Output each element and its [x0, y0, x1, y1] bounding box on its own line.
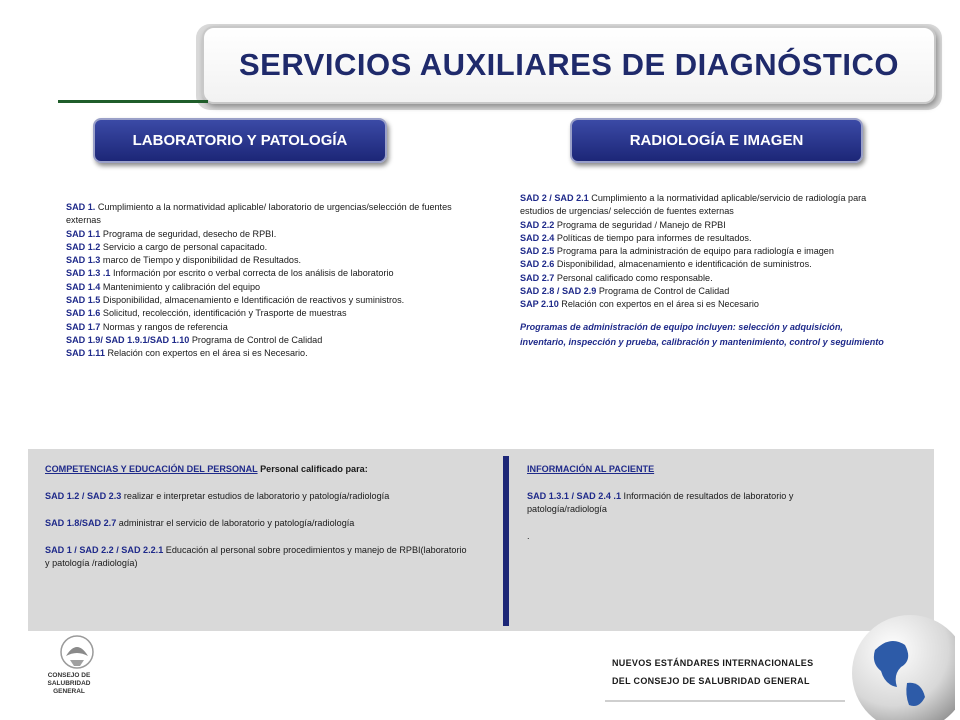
item-text: Programa para la administración de equipo para radiología e imagen [554, 246, 834, 257]
panel-divider [503, 456, 509, 626]
item-code: SAD 2.8 / SAD 2.9 [520, 286, 597, 297]
item-text: Cumplimiento a la normatividad aplicable/servicio de radiología para estudios de urgencias/ selección de fuentes externas [520, 193, 867, 217]
list-item [66, 228, 466, 241]
item-text: realizar e interpretar estudios de laboratorio y patología/radiología [121, 491, 390, 501]
footer-branding [612, 658, 842, 686]
competencias-section [45, 463, 470, 570]
list-item [45, 544, 470, 570]
rad-section-header [570, 118, 863, 163]
item-code: SAP 2.10 [520, 299, 559, 310]
item-text: administrar el servicio de laboratorio y patología/radiología [116, 518, 355, 528]
item-code: SAD 2 / SAD 2.1 [520, 193, 589, 203]
item-text: Solicitud, recolección, identificación y Trasporte de muestras [100, 308, 347, 319]
item-text: Políticas de tiempo para informes de resultados. [554, 232, 752, 243]
list-item [66, 267, 466, 280]
page-title: SERVICIOS AUXILIARES DE DIAGNÓSTICO [239, 47, 899, 82]
informacion-section [527, 463, 867, 543]
item-text: Mantenimiento y calibración del equipo [100, 281, 261, 292]
item-text: Programa de Control de Calidad [596, 286, 730, 297]
item-code: SAD 1.9/ SAD 1.9.1/SAD 1.10 [66, 334, 190, 345]
consejo-logo-text: CONSEJO DE SALUBRIDAD GENERAL [47, 672, 91, 695]
item-code: SAD 1.11 [66, 348, 105, 359]
lab-section-header [93, 118, 387, 163]
item-code: SAD 1.5 [66, 295, 101, 306]
item-text: Programa de Control de Calidad [189, 334, 323, 345]
item-text: Información por escrito o verbal correcta de los análisis de laboratorio [110, 268, 394, 279]
list-item [45, 490, 470, 503]
title-accent-line [58, 100, 208, 103]
list-item [66, 347, 466, 360]
list-item [527, 490, 867, 516]
item-text: Relación con expertos en el área si es Necesario [558, 299, 759, 310]
item-text: Normas y rangos de referencia [100, 321, 228, 332]
item-code: SAD 2.7 [520, 272, 555, 283]
item-code: SAD 1.4 [66, 281, 101, 292]
item-code: SAD 1.1 [66, 228, 101, 239]
lab-standards-list [66, 201, 466, 361]
list-item [520, 258, 890, 271]
item-code: SAD 1.8/SAD 2.7 [45, 518, 117, 528]
list-item [66, 201, 466, 228]
item-code: SAD 1.3 .1 [66, 268, 111, 279]
item-code: SAD 1.2 / SAD 2.3 [45, 491, 122, 501]
item-text: Personal calificado como responsable. [554, 272, 713, 283]
trailing-dot: . [527, 531, 530, 541]
item-code: SAD 1.2 [66, 241, 101, 252]
list-item [520, 219, 890, 232]
rad-section-label: RADIOLOGÍA E IMAGEN [629, 132, 804, 149]
globe-icon [835, 605, 955, 720]
equipment-program-note: Programas de administración de equipo incluyen: selección y adquisición, inventario, inspección y prueba, calibración y mantenimiento, control y seguimiento [520, 321, 884, 348]
item-text: Disponibilidad, almacenamiento e identificación de suministros. [554, 259, 812, 270]
item-text: Disponibilidad, almacenamiento e Identificación de reactivos y suministros. [100, 295, 405, 306]
list-item [66, 307, 466, 320]
item-code: SAD 1.3.1 / SAD 2.4 .1 [527, 491, 622, 501]
competencias-subtitle: Personal calificado para: [257, 464, 368, 474]
list-item [520, 232, 890, 245]
footer-line-1: NUEVOS ESTÁNDARES INTERNACIONALES [612, 658, 814, 668]
item-text: Servicio a cargo de personal capacitado. [100, 241, 268, 252]
item-code: SAD 1.3 [66, 255, 101, 266]
item-text: Programa de seguridad, desecho de RPBI. [100, 228, 277, 239]
item-text: Cumplimiento a la normatividad aplicable/ laboratorio de urgencias/selección de fuentes externas [66, 202, 452, 226]
item-code: SAD 2.6 [520, 259, 555, 270]
list-item [520, 245, 890, 258]
list-item [520, 192, 890, 219]
lab-section-label: LABORATORIO Y PATOLOGÍA [132, 132, 348, 149]
list-item [520, 285, 890, 298]
list-item [66, 241, 466, 254]
item-code: SAD 1. [66, 202, 96, 212]
item-text: Programa de seguridad / Manejo de RPBI [554, 219, 726, 230]
item-code: SAD 1 / SAD 2.2 / SAD 2.2.1 [45, 545, 164, 555]
footer-underline [605, 700, 845, 702]
item-text: Relación con expertos en el área si es Necesario. [104, 348, 308, 359]
list-item [520, 298, 890, 311]
list-item [520, 272, 890, 285]
item-code: SAD 2.2 [520, 219, 555, 230]
item-code: SAD 1.6 [66, 308, 101, 319]
footer-line-2: DEL CONSEJO DE SALUBRIDAD GENERAL [612, 676, 810, 686]
item-text: Educación al personal sobre procedimientos y manejo de RPBI(laboratorio y patología /radiología) [45, 545, 467, 568]
item-code: SAD 1.7 [66, 321, 101, 332]
item-code: SAD 2.4 [520, 232, 555, 243]
title-banner [202, 26, 936, 104]
list-item [66, 321, 466, 334]
informacion-title: INFORMACIÓN AL PACIENTE [527, 464, 655, 474]
item-text: Información de resultados de laboratorio y patología/radiología [527, 491, 794, 514]
list-item [66, 254, 466, 267]
item-code: SAD 2.5 [520, 246, 555, 257]
competencias-heading [45, 463, 470, 476]
rad-standards-list [520, 192, 890, 351]
list-item [66, 294, 466, 307]
list-item [45, 517, 470, 530]
competencias-title: COMPETENCIAS Y EDUCACIÓN DEL PERSONAL [45, 464, 258, 474]
list-item [66, 281, 466, 294]
list-item [66, 334, 466, 347]
item-text: marco de Tiempo y disponibilidad de Resultados. [100, 255, 302, 266]
